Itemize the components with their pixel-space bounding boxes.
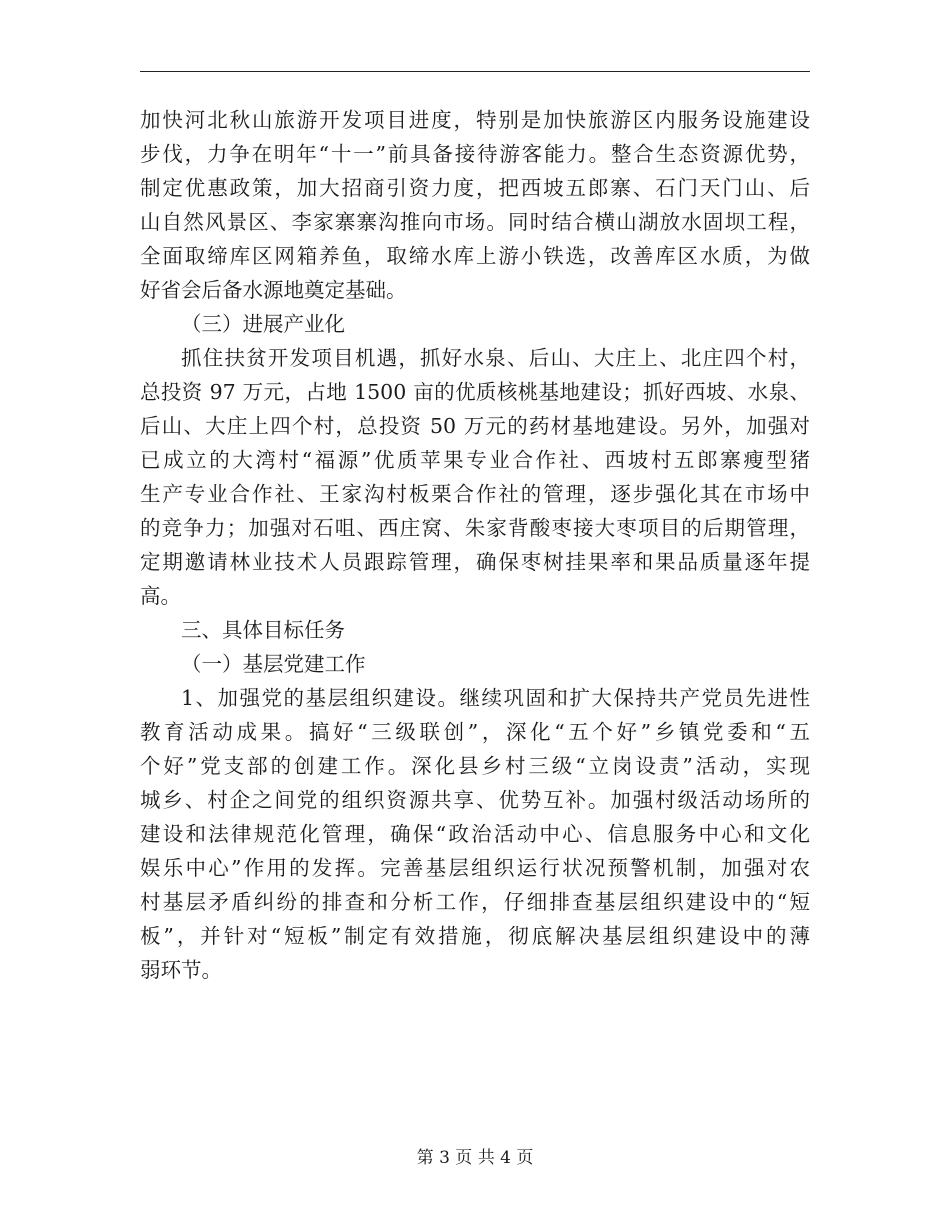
text-line: 生产专业合作社、王家沟村板栗合作社的管理，逐步强化其在市场中	[140, 482, 810, 506]
footer-total-pages: 4	[500, 1148, 511, 1168]
text-line: 的竞争力；加强对石咀、西庄窝、朱家背酸枣接大枣项目的后期管理，	[140, 516, 810, 540]
section-heading-party-building: （一）基层党建工作	[181, 652, 366, 676]
document-body	[140, 103, 810, 987]
text-line: 教育活动成果。搞好“三级联创”，深化“五个好”乡镇党委和“五	[140, 720, 810, 744]
text-line: 娱乐中心”作用的发挥。完善基层组织运行状况预警机制，加强对农	[140, 856, 810, 880]
footer-middle: 页 共	[455, 1148, 495, 1168]
page-footer	[0, 1148, 950, 1168]
text-line: 抓住扶贫开发项目机遇，抓好水泉、后山、大庄上、北庄四个村，	[181, 346, 810, 370]
text-line: 总投资 97 万元，占地 1500 亩的优质核桃基地建设；抓好西坡、水泉、	[140, 380, 810, 404]
text-line: 制定优惠政策，加大招商引资力度，把西坡五郎寨、石门天门山、后	[140, 176, 810, 200]
text-line: 板”，并针对“短板”制定有效措施，彻底解决基层组织建设中的薄	[140, 924, 810, 948]
text-line: 定期邀请林业技术人员跟踪管理，确保枣树挂果率和果品质量逐年提	[140, 550, 810, 574]
text-line: 高。	[140, 584, 181, 608]
footer-page-number: 3	[439, 1148, 450, 1168]
text-line: 步伐，力争在明年“十一”前具备接待游客能力。整合生态资源优势，	[140, 142, 810, 166]
text-line: 弱环节。	[140, 958, 222, 982]
text-line: 个好”党支部的创建工作。深化县乡村三级“立岗设责”活动，实现	[140, 754, 810, 778]
text-line: 山自然风景区、李家寨寨沟推向市场。同时结合横山湖放水固坝工程，	[140, 210, 810, 234]
footer-suffix: 页	[516, 1148, 534, 1168]
text-line: 建设和法律规范化管理，确保“政治活动中心、信息服务中心和文化	[140, 822, 810, 846]
footer-prefix: 第	[416, 1148, 434, 1168]
text-line: 1、加强党的基层组织建设。继续巩固和扩大保持共产党员先进性	[181, 686, 810, 710]
section-heading-industrialization: （三）进展产业化	[181, 312, 345, 336]
text-line: 全面取缔库区网箱养鱼，取缔水库上游小铁选，改善库区水质，为做	[140, 244, 810, 268]
text-line: 加快河北秋山旅游开发项目进度，特别是加快旅游区内服务设施建设	[140, 108, 810, 132]
text-line: 城乡、村企之间党的组织资源共享、优势互补。加强村级活动场所的	[140, 788, 810, 812]
text-line: 好省会后备水源地奠定基础。	[140, 278, 407, 302]
text-line: 村基层矛盾纠纷的排查和分析工作，仔细排查基层组织建设中的“短	[140, 890, 810, 914]
header-rule	[140, 71, 810, 72]
section-heading-targets: 三、具体目标任务	[181, 618, 345, 642]
text-line: 已成立的大湾村“福源”优质苹果专业合作社、西坡村五郎寨瘦型猪	[140, 448, 810, 472]
text-line: 后山、大庄上四个村，总投资 50 万元的药材基地建设。另外，加强对	[140, 414, 810, 438]
